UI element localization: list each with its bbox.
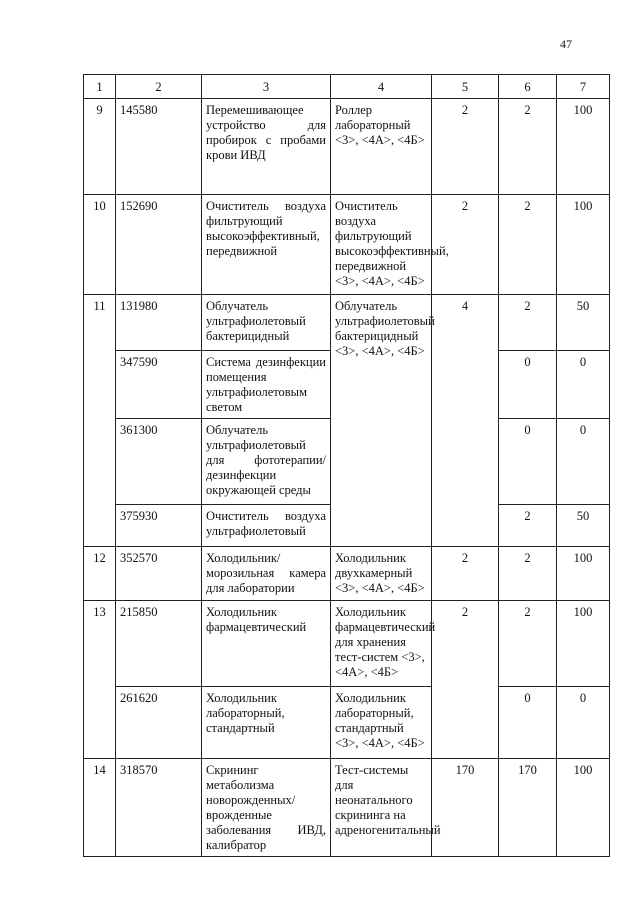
table-header-row [84,75,610,99]
table-row [84,195,610,295]
row-col6: 2 [499,99,557,195]
row-desc: Облучатель ультрафиолетовый бактерицидный <3>, <4А>, <4Б> [331,295,432,547]
row-col6: 2 [499,505,557,547]
row-desc: Роллер лабораторный <3>, <4А>, <4Б> [331,99,432,195]
row-col7: 100 [557,99,610,195]
row-col6: 0 [499,419,557,505]
row-number: 13 [84,601,116,759]
row-desc: Очиститель воздуха фильтрующий высокоэффективный, передвижной <3>, <4А>, <4Б> [331,195,432,295]
row-number: 10 [84,195,116,295]
row-col6: 0 [499,351,557,419]
equipment-table [83,74,610,857]
row-col7: 0 [557,687,610,759]
row-code: 261620 [116,687,202,759]
row-col7: 50 [557,505,610,547]
row-col6: 170 [499,759,557,857]
row-col6: 2 [499,601,557,687]
row-col5: 2 [432,601,499,759]
row-desc: Холодильник фармацевтический для хранения тест-систем <3>, <4А>, <4Б> [331,601,432,687]
row-name: Перемешивающее устройство для пробирок с пробами крови ИВД [202,99,331,195]
row-code: 375930 [116,505,202,547]
header-cell: 2 [116,75,202,99]
row-name: Скрининг метаболизма новорожденных/врожденные заболевания ИВД, калибратор [202,759,331,857]
header-cell: 3 [202,75,331,99]
table-row [84,99,610,195]
row-col5: 2 [432,547,499,601]
table-row [84,601,610,687]
row-code: 361300 [116,419,202,505]
table-row [84,547,610,601]
row-col5: 4 [432,295,499,547]
row-code: 215850 [116,601,202,687]
row-col7: 0 [557,419,610,505]
row-name: Облучатель ультрафиолетовый бактерицидный [202,295,331,351]
row-col7: 50 [557,295,610,351]
header-cell: 7 [557,75,610,99]
table-row [84,759,610,857]
row-code: 347590 [116,351,202,419]
row-number: 14 [84,759,116,857]
row-code: 352570 [116,547,202,601]
row-col5: 2 [432,99,499,195]
row-col7: 100 [557,601,610,687]
header-cell: 1 [84,75,116,99]
row-col5: 170 [432,759,499,857]
row-name: Система дезинфекции помещения ультрафиолетовым светом [202,351,331,419]
row-col5: 2 [432,195,499,295]
row-name: Очиститель воздуха фильтрующий высокоэффективный, передвижной [202,195,331,295]
row-name: Облучатель ультрафиолетовый для фототерапии/дезинфекции окружающей среды [202,419,331,505]
page-number: 47 [560,37,572,51]
header-cell: 6 [499,75,557,99]
row-name: Холодильник фармацевтический [202,601,331,687]
row-col7: 0 [557,351,610,419]
row-col7: 100 [557,195,610,295]
row-col6: 0 [499,687,557,759]
row-number: 11 [84,295,116,547]
row-desc: Тест-системы для неонатального скрининга на адреногенитальный [331,759,432,857]
row-name: Очиститель воздуха ультрафиолетовый [202,505,331,547]
row-number: 9 [84,99,116,195]
row-code: 152690 [116,195,202,295]
row-col7: 100 [557,759,610,857]
table-row [84,295,610,351]
row-code: 318570 [116,759,202,857]
row-name: Холодильник лабораторный, стандартный [202,687,331,759]
row-col6: 2 [499,295,557,351]
row-number: 12 [84,547,116,601]
row-desc: Холодильник лабораторный, стандартный <3>, <4А>, <4Б> [331,687,432,759]
row-desc: Холодильник двухкамерный <3>, <4А>, <4Б> [331,547,432,601]
header-cell: 5 [432,75,499,99]
row-code: 131980 [116,295,202,351]
row-col6: 2 [499,195,557,295]
row-code: 145580 [116,99,202,195]
row-col6: 2 [499,547,557,601]
table-row [84,687,610,759]
row-name: Холодильник/морозильная камера для лаборатории [202,547,331,601]
header-cell: 4 [331,75,432,99]
row-col7: 100 [557,547,610,601]
